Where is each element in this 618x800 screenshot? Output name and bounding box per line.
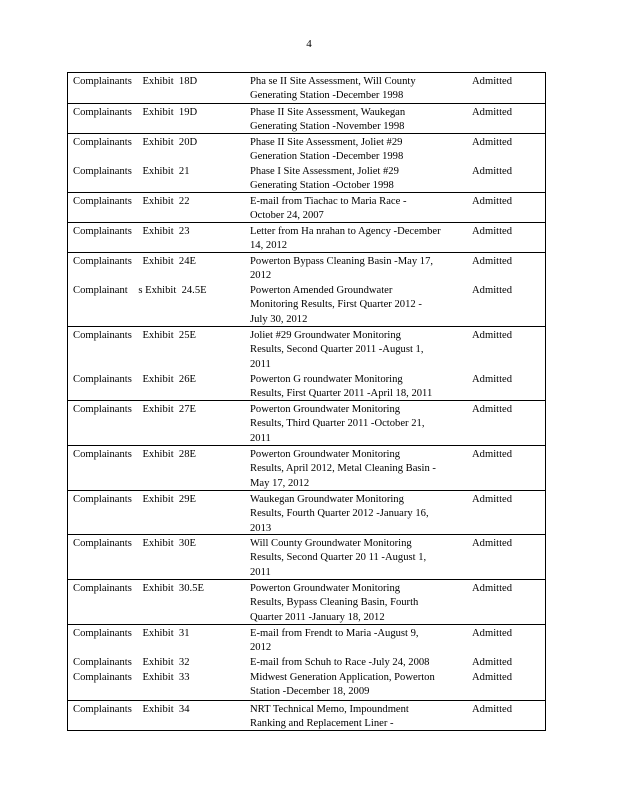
exhibit-description: Powerton Amended Groundwater Monitoring Results, First Quarter 2012 - July 30, 2012 <box>250 285 422 325</box>
exhibit-description: E-mail from Frendt to Maria -August 9, 2012 <box>250 628 419 654</box>
exhibit-status: Admitted <box>472 628 513 639</box>
exhibit-description: E-mail from Tiachac to Maria Race - October 24, 2007 <box>250 196 407 222</box>
exhibit-description: Pha se II Site Assessment, Will County Generating Station -December 1998 <box>250 76 416 102</box>
exhibit-status: Admitted <box>472 196 513 207</box>
exhibit-description: Phase I Site Assessment, Joliet #29 Generating Station -October 1998 <box>250 166 399 192</box>
table-row <box>68 222 545 252</box>
exhibit-label: Complainants Exhibit 19D <box>73 107 198 118</box>
exhibit-status: Admitted <box>472 704 513 715</box>
table-row <box>68 669 545 700</box>
table-row <box>68 534 545 579</box>
exhibit-label: Complainants Exhibit 20D <box>73 137 198 148</box>
exhibit-description: Midwest Generation Application, Powerton Station -December 18, 2009 <box>250 672 435 698</box>
exhibit-label: Complainants Exhibit 25E <box>73 330 196 341</box>
table-row <box>68 73 545 103</box>
exhibit-label: Complainant s Exhibit 24.5E <box>73 285 207 296</box>
table-row <box>68 490 545 534</box>
table-row <box>68 163 545 192</box>
table-row <box>68 624 545 654</box>
table-row <box>68 700 545 730</box>
table-row <box>68 326 545 371</box>
exhibit-description: E-mail from Schuh to Race -July 24, 2008 <box>250 657 430 668</box>
exhibit-description: Phase II Site Assessment, Joliet #29 Generation Station -December 1998 <box>250 137 404 163</box>
table-row <box>68 400 545 445</box>
exhibit-status: Admitted <box>472 374 513 385</box>
exhibit-status: Admitted <box>472 672 513 683</box>
table-row <box>68 252 545 282</box>
exhibit-status: Admitted <box>472 137 513 148</box>
table-row <box>68 133 545 163</box>
exhibit-status: Admitted <box>472 583 513 594</box>
exhibit-status: Admitted <box>472 538 513 549</box>
exhibit-status: Admitted <box>472 404 513 415</box>
table-row <box>68 654 545 669</box>
exhibit-status: Admitted <box>472 657 513 668</box>
exhibit-label: Complainants Exhibit 21 <box>73 166 190 177</box>
table-row <box>68 579 545 624</box>
exhibit-label: Complainants Exhibit 23 <box>73 226 190 237</box>
exhibit-label: Complainants Exhibit 30.5E <box>73 583 204 594</box>
exhibit-status: Admitted <box>472 256 513 267</box>
exhibit-label: Complainants Exhibit 34 <box>73 704 190 715</box>
exhibit-label: Complainants Exhibit 29E <box>73 494 196 505</box>
exhibit-description: Phase II Site Assessment, Waukegan Generating Station -November 1998 <box>250 107 406 133</box>
exhibit-description: Powerton Groundwater Monitoring Results, April 2012, Metal Cleaning Basin - May 17, 2012 <box>250 449 436 489</box>
exhibit-label: Complainants Exhibit 33 <box>73 672 190 683</box>
table-row <box>68 103 545 133</box>
exhibit-label: Complainants Exhibit 28E <box>73 449 196 460</box>
exhibit-description: Joliet #29 Groundwater Monitoring Results, Second Quarter 2011 -August 1, 2011 <box>250 330 424 370</box>
exhibit-description: Powerton Groundwater Monitoring Results, Bypass Cleaning Basin, Fourth Quarter 2011 -January 18, 2012 <box>250 583 419 623</box>
exhibit-description: NRT Technical Memo, Impoundment Ranking and Replacement Liner - <box>250 704 409 730</box>
exhibit-description: Waukegan Groundwater Monitoring Results, Fourth Quarter 2012 -January 16, 2013 <box>250 494 429 534</box>
exhibit-status: Admitted <box>472 285 513 296</box>
page-number: 4 <box>306 38 312 50</box>
exhibit-label: Complainants Exhibit 18D <box>73 76 198 87</box>
exhibit-status: Admitted <box>472 107 513 118</box>
table-row <box>68 282 545 326</box>
exhibit-description: Letter from Ha nrahan to Agency -December 14, 2012 <box>250 226 441 252</box>
exhibit-status: Admitted <box>472 330 513 341</box>
table-row <box>68 192 545 222</box>
exhibit-label: Complainants Exhibit 22 <box>73 196 190 207</box>
exhibit-status: Admitted <box>472 166 513 177</box>
table-row <box>68 445 545 490</box>
exhibit-description: Powerton Groundwater Monitoring Results, Third Quarter 2011 -October 21, 2011 <box>250 404 425 444</box>
exhibit-label: Complainants Exhibit 27E <box>73 404 196 415</box>
exhibit-label: Complainants Exhibit 30E <box>73 538 196 549</box>
table-row <box>68 371 545 400</box>
exhibit-status: Admitted <box>472 76 513 87</box>
exhibit-description: Will County Groundwater Monitoring Results, Second Quarter 20 11 -August 1, 2011 <box>250 538 427 578</box>
exhibit-status: Admitted <box>472 449 513 460</box>
exhibit-label: Complainants Exhibit 31 <box>73 628 190 639</box>
exhibit-status: Admitted <box>472 226 513 237</box>
exhibit-label: Complainants Exhibit 26E <box>73 374 196 385</box>
exhibit-label: Complainants Exhibit 32 <box>73 657 190 668</box>
exhibit-status: Admitted <box>472 494 513 505</box>
exhibit-label: Complainants Exhibit 24E <box>73 256 196 267</box>
exhibit-table <box>67 72 546 731</box>
exhibit-description: Powerton G roundwater Monitoring Results, First Quarter 2011 -April 18, 2011 <box>250 374 433 400</box>
exhibit-description: Powerton Bypass Cleaning Basin -May 17, 2012 <box>250 256 434 282</box>
